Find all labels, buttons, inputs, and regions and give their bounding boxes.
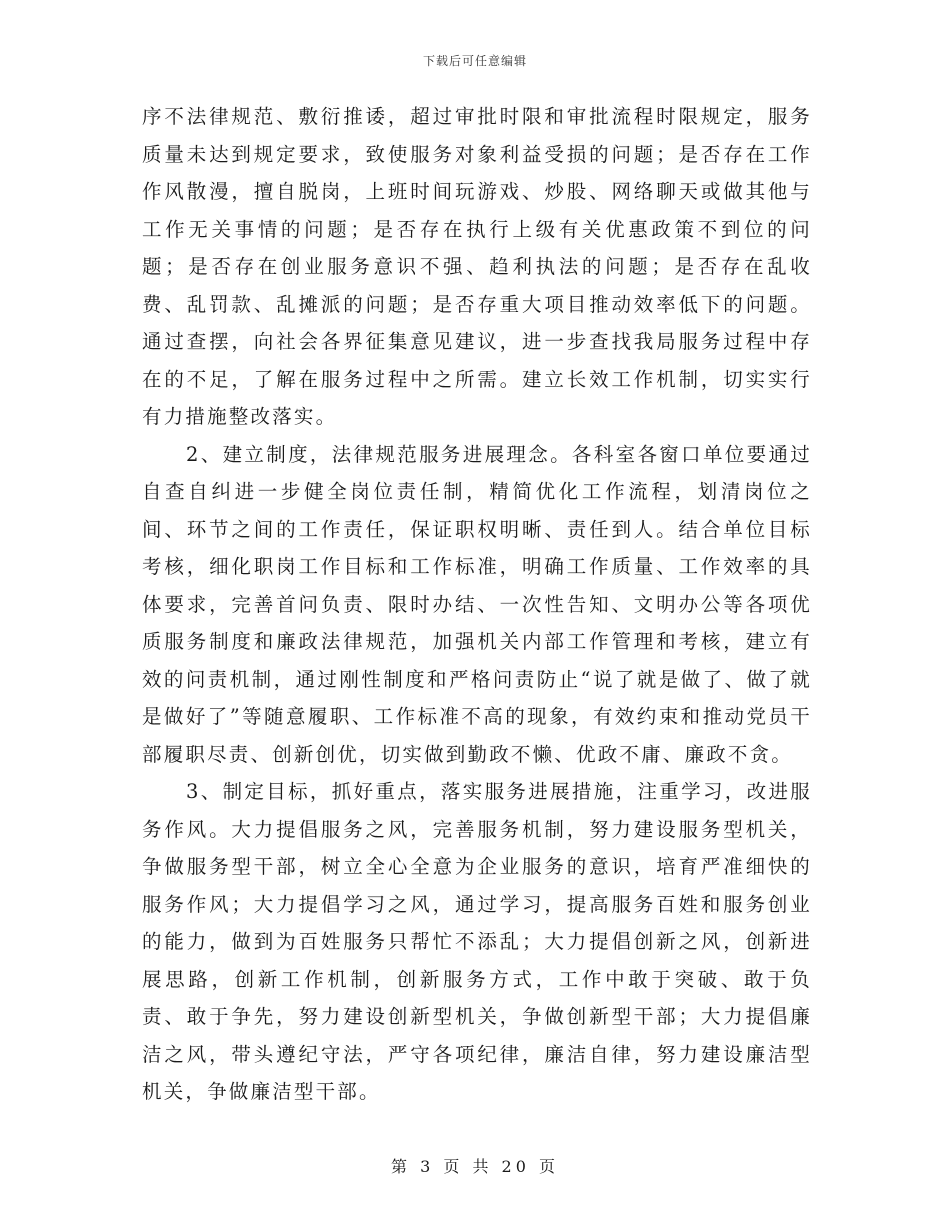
paragraph-item-2: 2、建立制度，法律规范服务进展理念。各科室各窗口单位要通过自查自纠进一步健全岗位责任制，精简优化工作流程，划清岗位之间、环节之间的工作责任，保证职权明晰、责任到人。结合单位目标考核，细化职岗工作目标和工作标准，明确工作质量、工作效率的具体要求，完善首问负责、限时办结、一次性告知、文明办公等各项优质服务制度和廉政法律规范，加强机关内部工作管理和考核，建立有效的问责机制，通过刚性制度和严格问责防止“说了就是做了、做了就是做好了”等随意履职、工作标准不高的现象，有效约束和推动党员干部履职尽责、创新创优，切实做到勤政不懒、优政不庸、廉政不贪。: [142, 442, 812, 766]
page-number: 第 3 页 共 20 页: [391, 1157, 559, 1176]
paragraph-continuation: 序不法律规范、敷衍推诿，超过审批时限和审批流程时限规定，服务质量未达到规定要求，致使服务对象利益受损的问题；是否存在工作作风散漫，擅自脱岗，上班时间玩游戏、炒股、网络聊天或做其他与工作无关事情的问题；是否存在执行上级有关优惠政策不到位的问题；是否存在创业服务意识不强、趋利执法的问题；是否存在乱收费、乱罚款、乱摊派的问题；是否存重大项目推动效率低下的问题。通过查摆，向社会各界征集意见建议，进一步查找我局服务过程中存在的不足，了解在服务过程中之所需。建立长效工作机制，切实实行有力措施整改落实。: [142, 105, 812, 428]
document-body: [142, 98, 812, 1111]
header-note: 下载后可任意编辑: [422, 54, 527, 68]
paragraph-item-3: 3、制定目标，抓好重点，落实服务进展措施，注重学习，改进服务作风。大力提倡服务之风，完善服务机制，努力建设服务型机关，争做服务型干部，树立全心全意为企业服务的意识，培育严准细快的服务作风；大力提倡学习之风，通过学习，提高服务百姓和服务创业的能力，做到为百姓服务只帮忙不添乱；大力提倡创新之风，创新进展思路，创新工作机制，创新服务方式，工作中敢于突破、敢于负责、敢于争先，努力建设创新型机关，争做创新型干部；大力提倡廉洁之风，带头遵纪守法，严守各项纪律，廉洁自律，努力建设廉洁型机关，争做廉洁型干部。: [142, 780, 812, 1103]
